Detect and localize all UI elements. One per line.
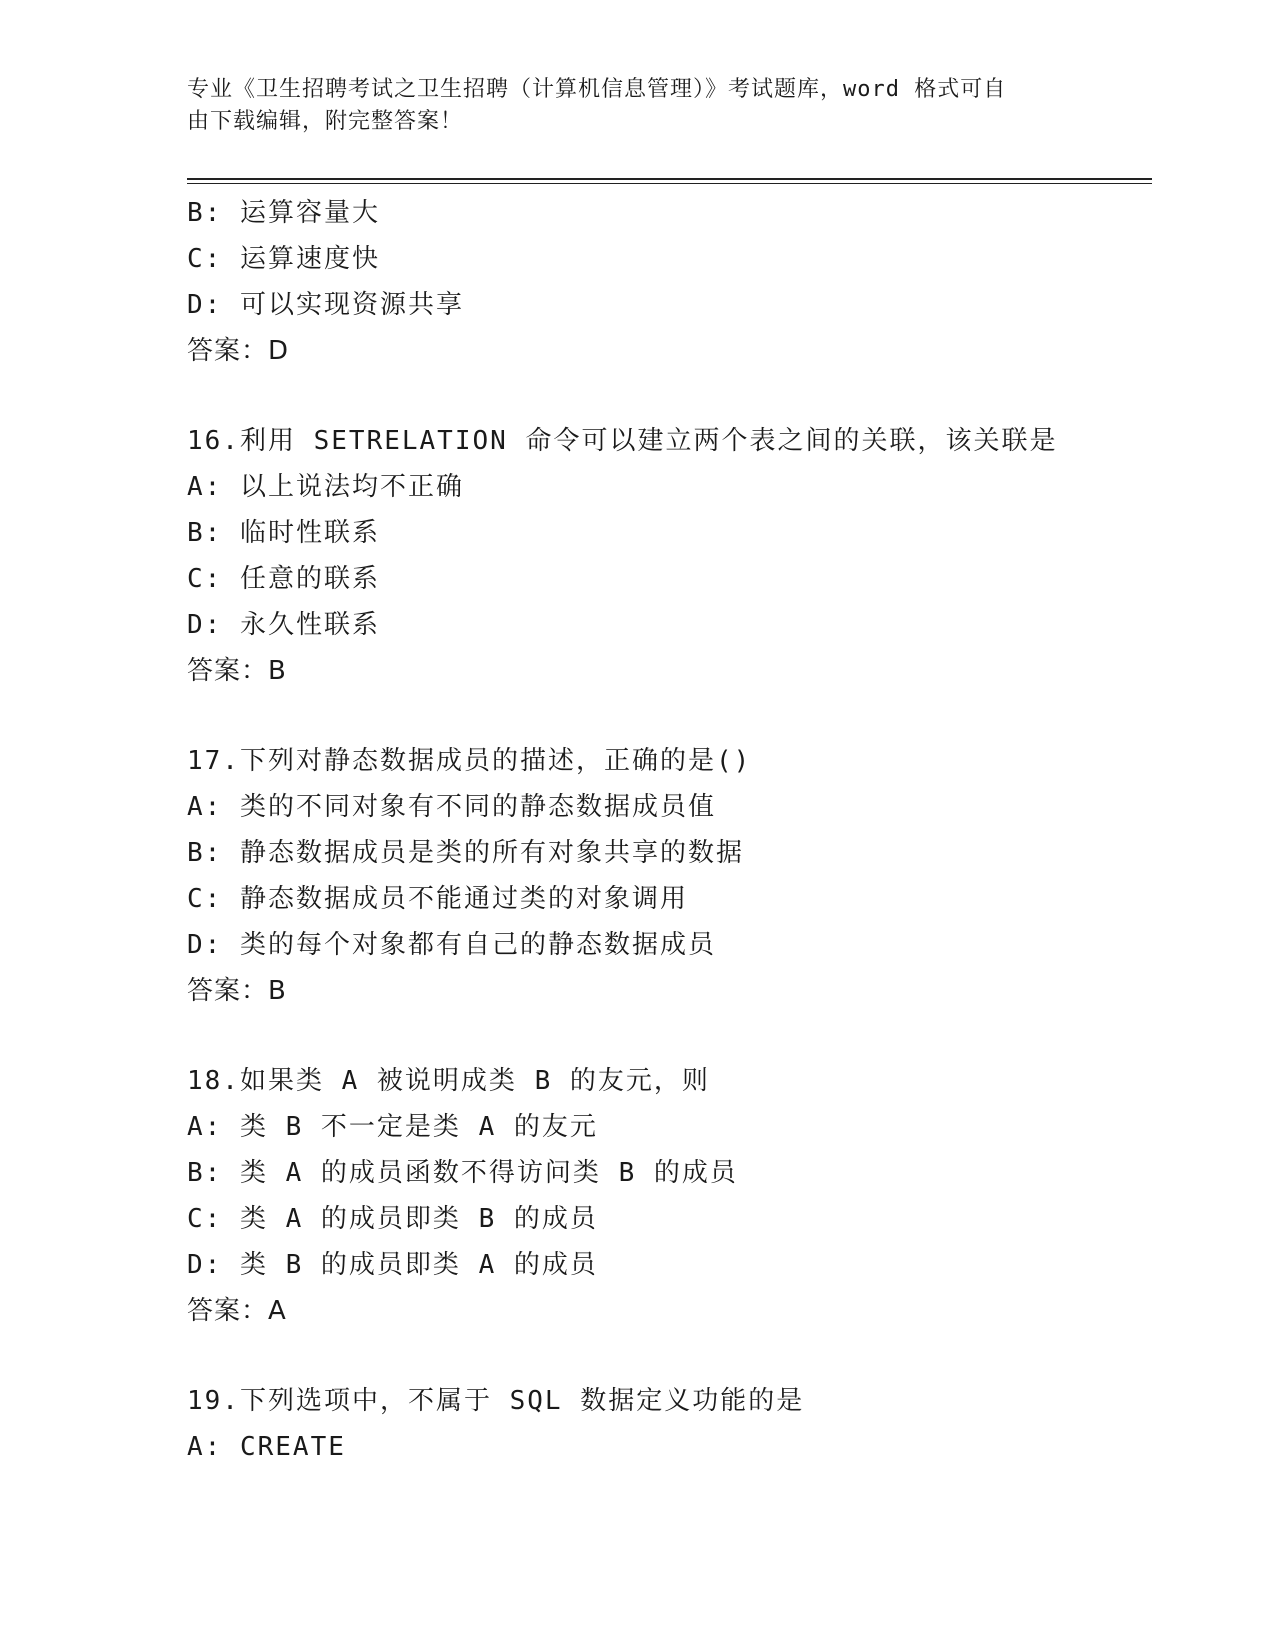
question-19 [187, 1378, 1147, 1470]
option-c: C: 类 A 的成员即类 B 的成员 [187, 1204, 598, 1234]
option-c: C: 静态数据成员不能通过类的对象调用 [187, 884, 688, 914]
question-16 [187, 418, 1147, 694]
option-d: D: 类的每个对象都有自己的静态数据成员 [187, 930, 716, 960]
answer-line: 答案：A [187, 1296, 287, 1326]
question-15-tail [187, 190, 1147, 374]
option-a: A: 类 B 不一定是类 A 的友元 [187, 1112, 598, 1142]
answer-line: 答案：B [187, 976, 287, 1006]
question-text: 16.利用 SETRELATION 命令可以建立两个表之间的关联，该关联是 [187, 426, 1058, 456]
question-text: 17.下列对静态数据成员的描述，正确的是() [187, 746, 752, 776]
option-d: D: 永久性联系 [187, 610, 380, 640]
option-c: C: 任意的联系 [187, 564, 380, 594]
option-b: B: 临时性联系 [187, 518, 380, 548]
option-b: B: 静态数据成员是类的所有对象共享的数据 [187, 838, 744, 868]
option-c: C: 运算速度快 [187, 244, 380, 274]
option-a: A: 类的不同对象有不同的静态数据成员值 [187, 792, 716, 822]
header-divider-thin [187, 183, 1152, 184]
answer-line: 答案：B [187, 656, 287, 686]
question-17 [187, 738, 1147, 1014]
option-b: B: 类 A 的成员函数不得访问类 B 的成员 [187, 1158, 738, 1188]
question-text: 19.下列选项中，不属于 SQL 数据定义功能的是 [187, 1386, 805, 1416]
option-d: D: 类 B 的成员即类 A 的成员 [187, 1250, 598, 1280]
document-header [187, 74, 1087, 138]
spacer [187, 1334, 1147, 1378]
header-line-1: 专业《卫生招聘考试之卫生招聘（计算机信息管理）》考试题库，word 格式可自 [187, 77, 1007, 102]
option-a: A: 以上说法均不正确 [187, 472, 464, 502]
spacer [187, 374, 1147, 418]
option-b: B: 运算容量大 [187, 198, 380, 228]
option-a: A: CREATE [187, 1432, 346, 1462]
question-list [187, 190, 1147, 1470]
header-divider-thick [187, 178, 1152, 180]
answer-line: 答案：D [187, 336, 290, 366]
question-text: 18.如果类 A 被说明成类 B 的友元，则 [187, 1066, 710, 1096]
option-d: D: 可以实现资源共享 [187, 290, 464, 320]
header-line-2: 由下载编辑，附完整答案！ [187, 109, 464, 134]
spacer [187, 1014, 1147, 1058]
question-18 [187, 1058, 1147, 1334]
spacer [187, 694, 1147, 738]
